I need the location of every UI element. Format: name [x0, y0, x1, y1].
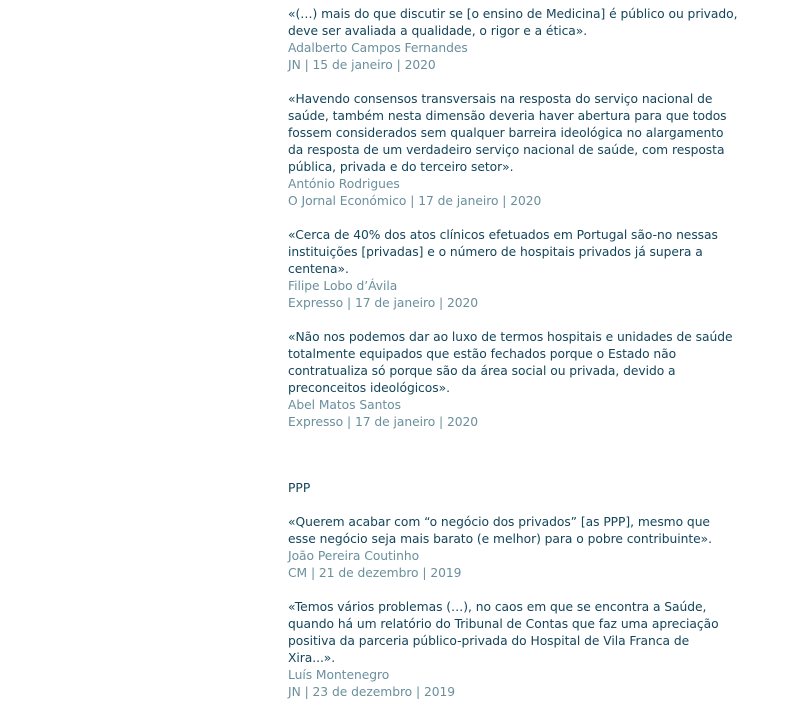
quote-text: «Havendo consensos transversais na resposta do serviço nacional de saúde, também nesta dimensão deveria haver abertura para que todos fossem considerados sem qualquer barreira ideológica no alargamento da resposta de um verdadeiro serviço nacional de saúde, com resposta pública, privada e do terceiro setor». [288, 92, 727, 174]
quote-text: «Cerca de 40% dos atos clínicos efetuados em Portugal são-no nessas instituições [privadas] e o número de hospitais privados já supera a centena». [288, 228, 718, 276]
quote-source: JN | 23 de dezembro | 2019 [288, 685, 456, 699]
quote-author: Luís Montenegro [288, 668, 390, 682]
quote-text: «(…) mais do que discutir se [o ensino de Medicina] é público ou privado, deve ser avaliada a qualidade, o rigor e a ética». [288, 7, 738, 38]
section-title-ppp: PPP [288, 481, 311, 495]
quote-block [288, 6, 738, 74]
quote-text: «Não nos podemos dar ao luxo de termos hospitais e unidades de saúde totalmente equipados que estão fechados porque o Estado não contratualiza só porque são da área social ou privada, devido a preconceitos ideológicos». [288, 330, 733, 395]
quote-author: António Rodrigues [288, 177, 400, 191]
quote-block [288, 599, 738, 701]
quotes-article [288, 6, 738, 718]
quote-block [288, 227, 738, 312]
quote-text: «Querem acabar com “o negócio dos privados” [as PPP], mesmo que esse negócio seja mais barato (e melhor) para o pobre contribuinte». [288, 515, 712, 546]
quote-author: Abel Matos Santos [288, 398, 401, 412]
quote-author: João Pereira Coutinho [288, 549, 420, 563]
quote-block [288, 91, 738, 210]
quote-source: Expresso | 17 de janeiro | 2020 [288, 296, 479, 310]
quote-text: «Temos vários problemas (…), no caos em que se encontra a Saúde, quando há um relatório do Tribunal de Contas que faz uma apreciação positiva da parceria público-privada do Hospital de Vila Franca de Xira...». [288, 600, 719, 665]
quote-source: Expresso | 17 de janeiro | 2020 [288, 415, 479, 429]
quote-author: Adalberto Campos Fernandes [288, 41, 468, 55]
quote-source: JN | 15 de janeiro | 2020 [288, 58, 436, 72]
quote-author: Filipe Lobo d’Ávila [288, 279, 398, 293]
quote-source: CM | 21 de dezembro | 2019 [288, 566, 462, 580]
quote-block [288, 514, 738, 582]
quote-block [288, 329, 738, 431]
quote-source: O Jornal Económico | 17 de janeiro | 2020 [288, 194, 542, 208]
